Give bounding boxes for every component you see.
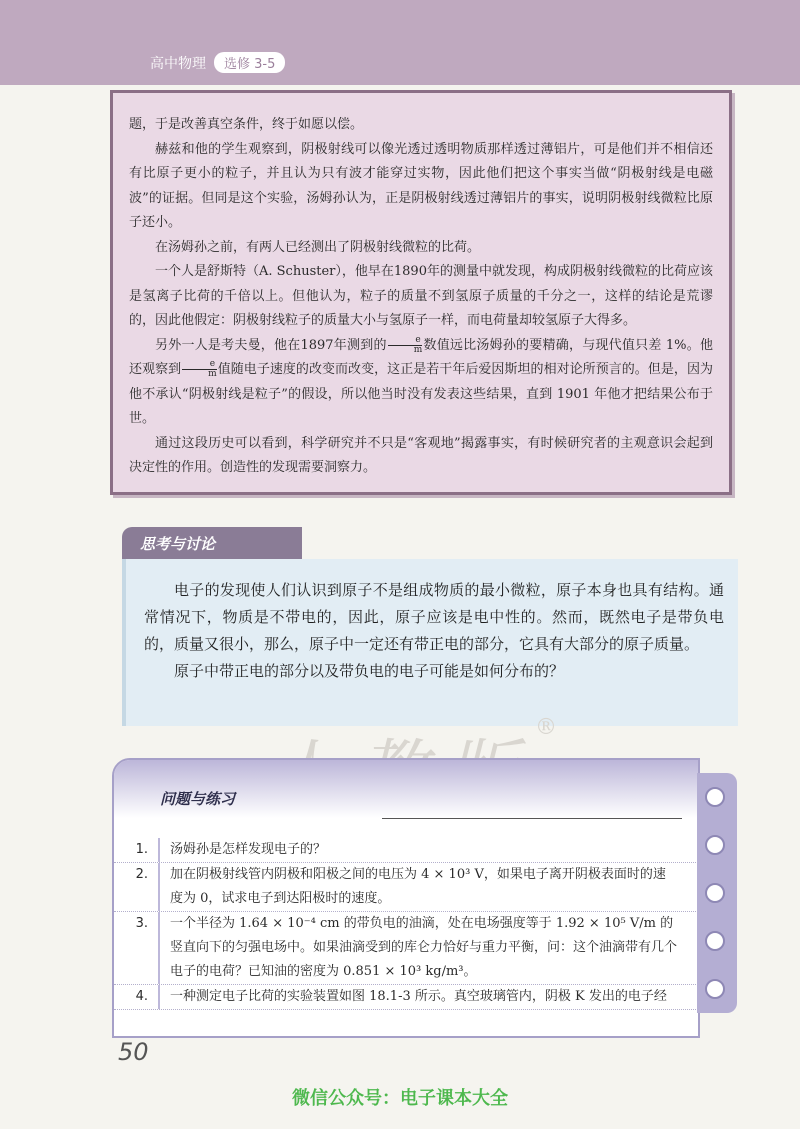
fraction-numerator: e (388, 336, 423, 346)
history-conclusion: 通过这段历史可以看到，科学研究并不只是“客观地”揭露事实，有时候研究者的主观意识会起到决定性的作用。创造性的发现需要洞察力。 (129, 435, 713, 475)
history-box (110, 90, 732, 495)
header-rule (382, 818, 682, 819)
kaufmann-part-2: 数值远比汤姆孙的要精确，与现代值只差 1%。他还观察到 (129, 337, 713, 377)
exercise-number: 4. (114, 985, 160, 1009)
discussion-paragraph-2: 原子中带正电的部分以及带负电的电子可能是如何分布的？ (174, 662, 565, 680)
history-paragraph-3: 在汤姆孙之前，有两人已经测出了阴极射线微粒的比荷。 (155, 239, 481, 255)
discussion-title: 思考与讨论 (140, 535, 216, 553)
fraction-numerator-2: e (182, 360, 217, 370)
kaufmann-part-1: 另外一人是考夫曼，他在1897年测到的 (155, 337, 387, 353)
exercise-text: 一个半径为 1.64 × 10⁻⁴ cm 的带负电的油滴，处在电场强度等于 1.92 × 10⁵ V/m 的竖直向下的匀强电场中。如果油滴受到的库仑力恰好与重力平衡，问：这个油滴带有几个电子的电荷？已知油的密度为 0.851 × 10³ kg/m³。 (170, 916, 678, 979)
exercise-number: 2. (114, 863, 160, 911)
book-title: 高中物理 (150, 55, 206, 72)
discussion-tab (122, 527, 302, 559)
page-number: 50 (118, 1038, 149, 1066)
binder-ring-icon (705, 931, 725, 951)
history-paragraph-4: 一个人是舒斯特（A. Schuster），他早在1890年的测量中就发现，构成阴极射线微粒的比荷应该是氢离子比荷的千倍以上。但他认为，粒子的质量不到氢原子质量的千分之一，这样的结论是荒谬的，因此他假定：阴极射线粒子的质量大小与氢原子一样，而电荷量却较氢原子大得多。 (129, 264, 713, 328)
ratio-fraction (388, 336, 423, 355)
kaufmann-part-3: 值随电子速度的改变而改变，这正是若干年后爱因斯坦的相对论所预言的。但是，因为他不承认“阴极射线是粒子”的假设，所以他当时没有发表这些结果，直到 1901 年他才把结果公布于世。 (129, 362, 713, 426)
registered-mark: ® (535, 715, 558, 740)
volume-badge: 选修 3-5 (214, 52, 285, 73)
exercise-text: 汤姆孙是怎样发现电子的？ (170, 842, 327, 857)
exercise-item (114, 985, 698, 1010)
binder-ring-icon (705, 787, 725, 807)
fraction-denominator: m (413, 344, 423, 355)
fraction-denominator-2: m (208, 369, 217, 379)
binder-ring-icon (705, 979, 725, 999)
exercise-list (114, 838, 698, 1010)
binder-rings (697, 773, 737, 1013)
exercise-item (114, 912, 698, 985)
history-text (129, 113, 713, 481)
exercise-item (114, 838, 698, 863)
history-paragraph-1: 题，于是改善真空条件，终于如愿以偿。 (129, 117, 364, 132)
exercises-title: 问题与练习 (160, 790, 236, 808)
history-paragraph-5 (129, 334, 713, 432)
exercise-item (114, 863, 698, 912)
ratio-fraction-2 (182, 360, 217, 379)
exercise-number: 1. (114, 838, 160, 862)
discussion-box (122, 559, 738, 726)
book-label (150, 52, 285, 73)
discussion-paragraph-1: 电子的发现使人们认识到原子不是组成物质的最小微粒，原子本身也具有结构。通常情况下，物质是不带电的，因此，原子应该是电中性的。然而，既然电子是带负电的，质量又很小，那么，原子中一定还有带正电的部分，它具有大部分的原子质量。 (144, 581, 724, 653)
binder-ring-icon (705, 883, 725, 903)
header-band (0, 0, 800, 85)
footer-credit: 微信公众号：电子课本大全 (292, 1088, 508, 1109)
history-paragraph-2: 赫兹和他的学生观察到，阴极射线可以像光透过透明物质那样透过薄铝片，可是他们并不相信还有比原子更小的粒子，并且认为只有波才能穿过实物，因此他们把这个事实当做“阴极射线是电磁波”的证据。但同是这个实验，汤姆孙认为，正是阴极射线透过薄铝片的事实，说明阴极射线微粒比原子还小。 (129, 141, 713, 230)
exercise-text: 加在阴极射线管内阴极和阳极之间的电压为 4 × 10³ V，如果电子离开阴极表面时的速度为 0，试求电子到达阳极时的速度。 (170, 867, 666, 906)
exercise-number: 3. (114, 912, 160, 984)
discussion-text (144, 577, 724, 685)
binder-ring-icon (705, 835, 725, 855)
exercises-box (112, 758, 700, 1038)
exercise-text: 一种测定电子比荷的实验装置如图 18.1-3 所示。真空玻璃管内，阴极 K 发出的电子经 (170, 989, 667, 1004)
